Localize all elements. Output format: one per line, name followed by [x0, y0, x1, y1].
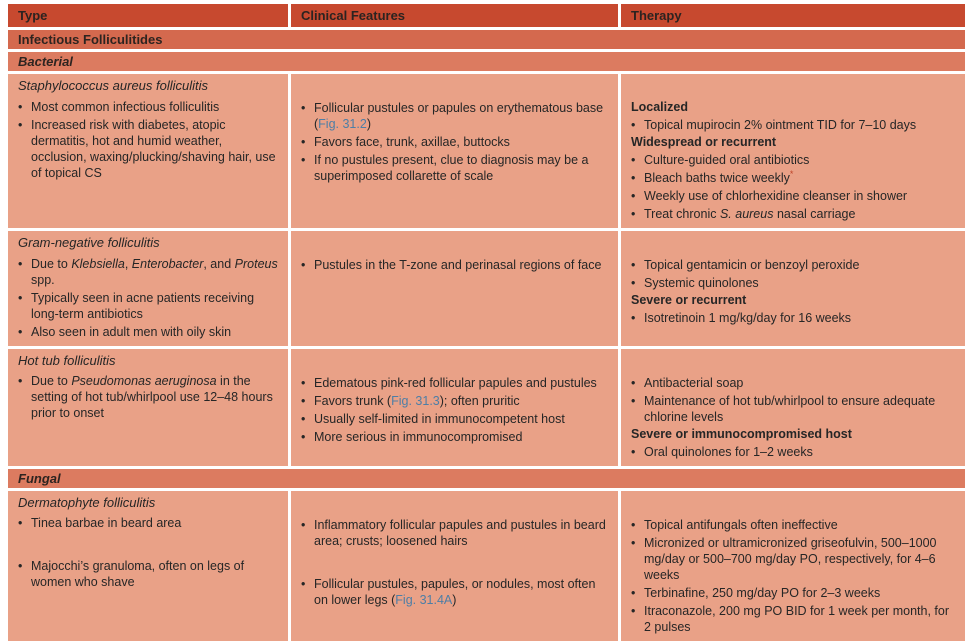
bullet-item — [631, 170, 956, 186]
bullet-text: Isotretinoin 1 mg/kg/day for 16 weeks — [644, 311, 852, 325]
text-segment: Proteus — [234, 256, 278, 271]
bullet-text: Systemic quinolones — [644, 276, 759, 290]
bullet-text: Treat chronic S. aureus nasal carriage — [644, 207, 856, 221]
bullet-marker: • — [18, 117, 23, 132]
bullet-marker: • — [301, 517, 306, 532]
column-header-clinical-features: Clinical Features — [291, 4, 618, 27]
bullet-text: Majocchi’s granuloma, often on legs of women who shave — [31, 559, 245, 590]
bullet-marker: • — [631, 585, 636, 600]
bullet-marker: • — [301, 135, 306, 149]
bullet-text: Inflammatory follicular papules and pustules in beard area; crusts; loosened hairs — [314, 517, 606, 548]
bullet-text: Due to Klebsiella, Enterobacter, and Proteus spp. — [31, 256, 278, 287]
bullet-item — [631, 275, 956, 291]
bullet-marker: • — [18, 559, 23, 574]
bullet-text: Increased risk with diabetes, atopic dermatitis, hot and humid weather, occlusion, waxing/plucking/shaving hair, use of topical CS — [31, 117, 276, 180]
bullet-text: Topical mupirocin 2% ointment TID for 7–10 days — [644, 118, 917, 132]
bullet-text: If no pustules present, clue to diagnosis may be a superimposed collarette of scale — [314, 153, 589, 183]
bullet-item — [18, 99, 279, 115]
cell-gram-negative-type — [8, 231, 288, 346]
bullet-marker: • — [18, 516, 23, 531]
column-header-type: Type — [8, 4, 288, 27]
bullet-item — [631, 585, 956, 601]
bullet-item — [18, 373, 279, 421]
folliculitis-table — [8, 4, 965, 641]
bullet-item — [631, 444, 956, 460]
bullet-text: Maintenance of hot tub/whirlpool to ensure adequate chlorine levels — [644, 393, 936, 424]
bullet-marker: • — [18, 324, 23, 339]
bullet-item — [631, 206, 956, 222]
bullet-marker: • — [631, 207, 636, 221]
cell-staph-clinical-features — [291, 74, 618, 228]
text-segment: S. aureus — [719, 207, 774, 221]
bullet-text: Oral quinolones for 1–2 weeks — [644, 444, 813, 459]
bullet-text: Bleach baths twice weekly* — [644, 168, 794, 185]
bullet-marker: • — [631, 153, 636, 167]
therapy-subhead: Severe or recurrent — [631, 293, 747, 307]
bullet-item — [301, 576, 609, 608]
therapy-subhead: Widespread or recurrent — [631, 135, 777, 149]
cell-dermatophyte-therapy — [621, 491, 965, 641]
bullet-item — [631, 310, 956, 326]
cell-hot-tub-clinical-features — [291, 349, 618, 466]
bullet-item — [18, 515, 279, 531]
bullet-text: Typically seen in acne patients receiving long-term antibiotics — [31, 290, 255, 321]
bullet-text: Favors face, trunk, axillae, buttocks — [314, 135, 510, 149]
bullet-item — [18, 290, 279, 322]
bullet-text: Topical gentamicin or benzoyl peroxide — [644, 258, 860, 272]
text-segment: Pseudomonas aeruginosa — [71, 374, 217, 389]
bullet-item — [301, 393, 609, 409]
bullet-item — [18, 324, 279, 340]
bullet-item — [301, 100, 609, 132]
fig-link[interactable]: Fig. 31.4A — [395, 592, 453, 607]
bullet-text: Follicular pustules or papules on erythematous base (Fig. 31.2) — [314, 101, 604, 131]
bullet-item — [18, 117, 279, 181]
bullet-item — [301, 375, 609, 391]
bullet-item — [18, 256, 279, 288]
cell-gram-negative-clinical-features — [291, 231, 618, 346]
bullet-text: Weekly use of chlorhexidine cleanser in shower — [644, 189, 908, 203]
bullet-marker: • — [301, 411, 306, 426]
row-title — [18, 495, 279, 512]
cell-staph-type — [8, 74, 288, 228]
bullet-marker: • — [631, 444, 636, 459]
text-segment: Klebsiella — [71, 256, 125, 271]
bullet-marker: • — [631, 375, 636, 390]
bullet-marker: • — [301, 101, 306, 115]
cell-staph-therapy — [621, 74, 965, 228]
therapy-subhead: Severe or immunocompromised host — [631, 426, 852, 441]
cell-hot-tub-therapy — [621, 349, 965, 466]
bullet-text: Tinea barbae in beard area — [31, 516, 182, 531]
bullet-marker: • — [301, 576, 306, 591]
fig-link[interactable]: Fig. 31.3 — [391, 393, 440, 408]
row-title — [18, 235, 279, 252]
cell-dermatophyte-type — [8, 491, 288, 641]
bullet-text: Pustules in the T-zone and perinasal regions of face — [314, 258, 602, 272]
bullet-marker: • — [631, 535, 636, 550]
subsection-header-fungal: Fungal — [8, 469, 965, 488]
bullet-marker: • — [18, 256, 23, 271]
bullet-item — [631, 517, 956, 533]
bullet-item — [631, 257, 956, 273]
bullet-text: Due to Pseudomonas aeruginosa in the setting of hot tub/whirlpool use 12–48 hours prior to onset — [31, 374, 273, 421]
bullet-marker: • — [301, 375, 306, 390]
section-header-infectious-folliculitides: Infectious Folliculitides — [8, 30, 965, 49]
bullet-marker: • — [631, 393, 636, 408]
bullet-text: Culture-guided oral antibiotics — [644, 153, 810, 167]
cell-gram-negative-therapy — [621, 231, 965, 346]
bullet-item — [18, 558, 279, 590]
bullet-item — [301, 411, 609, 427]
bullet-text: Follicular pustules, papules, or nodules, most often on lower legs (Fig. 31.4A) — [314, 576, 596, 607]
bullet-item — [631, 152, 956, 168]
bullet-item — [631, 535, 956, 583]
bullet-item — [631, 375, 956, 391]
bullet-text: Also seen in adult men with oily skin — [31, 324, 232, 339]
bullet-marker: • — [301, 429, 306, 444]
bullet-marker: • — [631, 517, 636, 532]
bullet-text: Most common infectious folliculitis — [31, 99, 220, 114]
bullet-item — [631, 117, 956, 133]
therapy-subhead: Localized — [631, 100, 688, 114]
bullet-text: Terbinafine, 250 mg/day PO for 2–3 weeks — [644, 585, 881, 600]
bullet-marker: • — [301, 258, 306, 272]
bullet-marker: • — [18, 374, 23, 389]
bullet-marker: • — [631, 258, 636, 272]
bullet-item — [301, 517, 609, 549]
text-segment: Gram-negative folliculitis — [18, 235, 160, 250]
bullet-item — [631, 188, 956, 204]
bullet-item — [631, 393, 956, 425]
bullet-text: More serious in immunocompromised — [314, 429, 523, 444]
bullet-item — [631, 603, 956, 635]
row-title — [18, 353, 279, 370]
bullet-marker: • — [631, 311, 636, 325]
bullet-text: Antibacterial soap — [644, 375, 744, 390]
bullet-marker: • — [301, 393, 306, 408]
cell-dermatophyte-clinical-features — [291, 491, 618, 641]
bullet-marker: • — [631, 276, 636, 290]
bullet-text: Edematous pink-red follicular papules and pustules — [314, 375, 597, 390]
bullet-text: Topical antifungals often ineffective — [644, 517, 838, 532]
bullet-marker: • — [18, 290, 23, 305]
fig-link[interactable]: Fig. 31.2 — [318, 117, 367, 131]
bullet-marker: • — [631, 189, 636, 203]
column-header-therapy: Therapy — [621, 4, 965, 27]
text-segment: Staphylococcus aureus folliculitis — [18, 78, 209, 93]
bullet-text: Favors trunk (Fig. 31.3); often pruritic — [314, 393, 520, 408]
subsection-header-bacterial: Bacterial — [8, 52, 965, 71]
row-title — [18, 78, 279, 95]
bullet-marker: • — [631, 118, 636, 132]
bullet-item — [301, 152, 609, 184]
cell-hot-tub-type — [8, 349, 288, 466]
bullet-marker: • — [631, 603, 636, 618]
bullet-marker: • — [301, 153, 306, 167]
bullet-text: Usually self-limited in immunocompetent host — [314, 411, 565, 426]
bullet-item — [301, 257, 609, 273]
text-segment: Dermatophyte folliculitis — [18, 494, 156, 510]
text-segment: Hot tub folliculitis — [18, 352, 116, 368]
bullet-marker: • — [631, 171, 636, 185]
bullet-marker: • — [18, 99, 23, 114]
bullet-text: Micronized or ultramicronized griseofulvin, 500–1000 mg/day or 500–700 mg/day PO, respectively, for 4–6 weeks — [644, 535, 937, 582]
bullet-item — [301, 429, 609, 445]
bullet-text: Itraconazole, 200 mg PO BID for 1 week per month, for 2 pulses — [644, 603, 950, 634]
footnote-asterisk: * — [789, 168, 794, 179]
bullet-item — [301, 134, 609, 150]
text-segment: Enterobacter — [131, 256, 204, 271]
